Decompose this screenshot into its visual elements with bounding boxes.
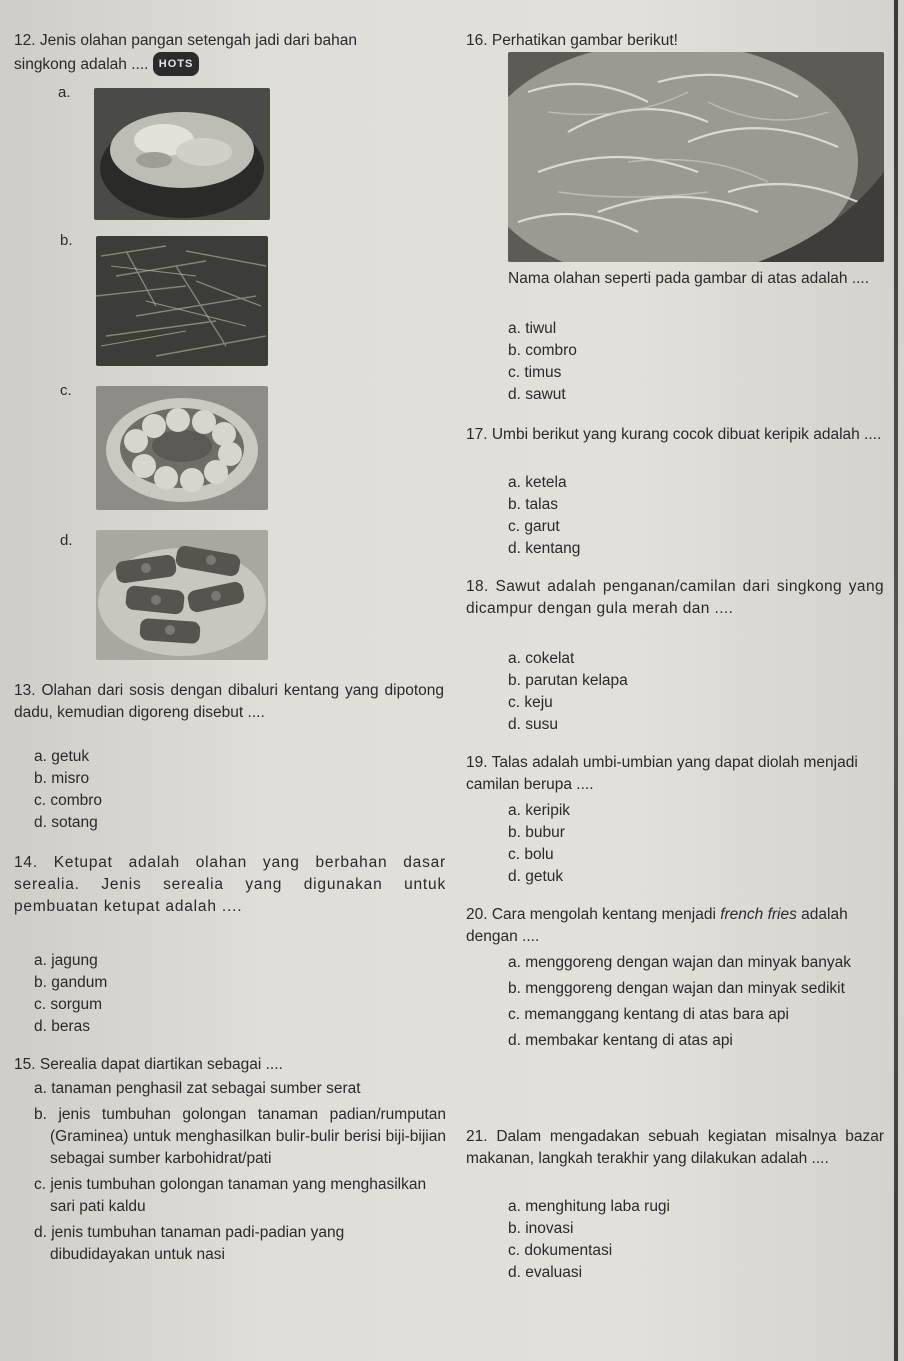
question-16-prompt-text: Nama olahan seperti pada gambar di atas adalah .... <box>508 270 870 287</box>
question-16-options <box>508 318 868 406</box>
question-14-options <box>34 950 434 1038</box>
q16-option-d[interactable]: d. sawut <box>508 386 566 403</box>
question-12 <box>14 30 394 76</box>
q20-option-a[interactable]: a. menggoreng dengan wajan dan minyak banyak <box>508 954 851 971</box>
q13-option-c[interactable]: c. combro <box>34 792 103 809</box>
question-20-options <box>508 952 884 1052</box>
question-12-text: 12. Jenis olahan pangan setengah jadi dari bahan singkong adalah .... <box>14 32 357 73</box>
hots-badge: HOTS <box>153 52 200 76</box>
q18-option-a[interactable]: a. cokelat <box>508 650 575 667</box>
q16-option-b[interactable]: b. combro <box>508 342 577 359</box>
q19-option-c[interactable]: c. bolu <box>508 846 554 863</box>
q20-option-d[interactable]: d. membakar kentang di atas api <box>508 1032 733 1049</box>
question-18 <box>466 576 884 620</box>
question-17-text: 17. Umbi berikut yang kurang cocok dibuat keripik adalah .... <box>466 426 882 443</box>
question-19 <box>466 752 884 796</box>
q12-label-c: c. <box>60 382 72 399</box>
page-edge-shadow <box>894 0 898 1361</box>
q21-option-a[interactable]: a. menghitung laba rugi <box>508 1198 671 1215</box>
question-21-text: 21. Dalam mengadakan sebuah kegiatan misalnya bazar makanan, langkah terakhir yang dilakukan adalah .... <box>466 1128 884 1167</box>
q15-option-a[interactable]: a. tanaman penghasil zat sebagai sumber serat <box>34 1080 361 1097</box>
q12-photo-c <box>96 386 268 510</box>
q15-option-c[interactable]: c. jenis tumbuhan golongan tanaman yang menghasilkan sari pati kaldu <box>34 1176 427 1215</box>
question-19-text: 19. Talas adalah umbi-umbian yang dapat diolah menjadi camilan berupa .... <box>466 754 858 793</box>
q18-option-d[interactable]: d. susu <box>508 716 558 733</box>
q16-option-a[interactable]: a. tiwul <box>508 320 557 337</box>
q18-option-b[interactable]: b. parutan kelapa <box>508 672 628 689</box>
q19-option-a[interactable]: a. keripik <box>508 802 571 819</box>
question-16 <box>466 30 876 52</box>
q12-photo-d <box>96 530 268 660</box>
q21-option-b[interactable]: b. inovasi <box>508 1220 574 1237</box>
q21-option-c[interactable]: c. dokumentasi <box>508 1242 613 1259</box>
question-19-options <box>508 800 868 888</box>
question-14 <box>14 852 446 918</box>
q13-option-d[interactable]: d. sotang <box>34 814 98 831</box>
q14-option-a[interactable]: a. jagung <box>34 952 98 969</box>
q12-label-d: d. <box>60 532 73 549</box>
question-16-text: 16. Perhatikan gambar berikut! <box>466 32 678 49</box>
q17-option-d[interactable]: d. kentang <box>508 540 581 557</box>
q17-option-a[interactable]: a. ketela <box>508 474 567 491</box>
q19-option-d[interactable]: d. getuk <box>508 868 564 885</box>
question-15-text: 15. Serealia dapat diartikan sebagai .... <box>14 1056 283 1073</box>
q13-option-b[interactable]: b. misro <box>34 770 90 787</box>
question-20-text-b: adalah dengan .... <box>466 906 848 945</box>
question-16-prompt <box>508 268 884 290</box>
question-18-options <box>508 648 868 736</box>
question-17-options <box>508 472 868 560</box>
q15-option-d[interactable]: d. jenis tumbuhan tanaman padi-padian yang dibudidayakan untuk nasi <box>34 1224 345 1263</box>
question-21 <box>466 1126 884 1170</box>
question-13-options <box>34 746 434 834</box>
question-21-options <box>508 1196 868 1284</box>
q17-option-b[interactable]: b. talas <box>508 496 558 513</box>
q21-option-d[interactable]: d. evaluasi <box>508 1264 583 1281</box>
question-13-text: 13. Olahan dari sosis dengan dibaluri kentang yang dipotong dadu, kemudian digoreng disebut .... <box>14 682 444 721</box>
q18-option-c[interactable]: c. keju <box>508 694 553 711</box>
q12-photo-a <box>94 88 270 220</box>
q12-label-b: b. <box>60 232 73 249</box>
question-17 <box>466 424 884 446</box>
q16-photo <box>508 52 884 262</box>
q20-option-b[interactable]: b. menggoreng dengan wajan dan minyak sedikit <box>508 980 845 997</box>
q12-photo-b <box>96 236 268 366</box>
q14-option-c[interactable]: c. sorgum <box>34 996 103 1013</box>
question-20-text-a: 20. Cara mengolah kentang menjadi <box>466 906 721 923</box>
q19-option-b[interactable]: b. bubur <box>508 824 565 841</box>
q20-option-c[interactable]: c. memanggang kentang di atas bara api <box>508 1006 789 1023</box>
q12-label-a: a. <box>58 84 71 101</box>
q13-option-a[interactable]: a. getuk <box>34 748 90 765</box>
q16-option-c[interactable]: c. timus <box>508 364 562 381</box>
q15-option-b[interactable]: b. jenis tumbuhan golongan tanaman padian/rumputan (Graminea) untuk menghasilkan bulir-bulir berisi biji-bijian sebagai sumber karbohidrat/pati <box>34 1106 446 1167</box>
question-20-text-italic: french fries <box>720 906 797 923</box>
question-15-options <box>34 1078 446 1266</box>
question-18-text: 18. Sawut adalah penganan/camilan dari singkong yang dicampur dengan gula merah dan .... <box>466 578 884 617</box>
question-13 <box>14 680 444 724</box>
q14-option-d[interactable]: d. beras <box>34 1018 91 1035</box>
q17-option-c[interactable]: c. garut <box>508 518 560 535</box>
question-15 <box>14 1054 444 1076</box>
question-20 <box>466 904 884 948</box>
question-14-text: 14. Ketupat adalah olahan yang berbahan dasar serealia. Jenis serealia yang digunakan untuk pembuatan ketupat adalah .... <box>14 854 446 915</box>
q14-option-b[interactable]: b. gandum <box>34 974 108 991</box>
